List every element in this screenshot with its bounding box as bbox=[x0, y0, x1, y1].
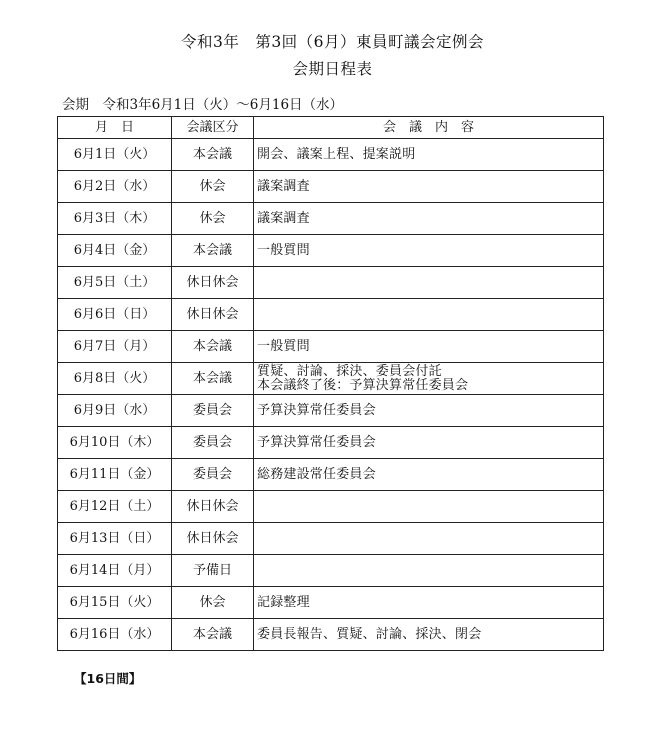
kind-cell: 休会 bbox=[172, 587, 254, 619]
date-cell: 6月12日（土） bbox=[58, 491, 172, 523]
kind-cell: 委員会 bbox=[172, 427, 254, 459]
kind-cell: 休日休会 bbox=[172, 267, 254, 299]
date-cell: 6月5日（土） bbox=[58, 267, 172, 299]
date-cell: 6月9日（水） bbox=[58, 395, 172, 427]
kind-cell: 休日休会 bbox=[172, 299, 254, 331]
kind-cell: 本会議 bbox=[172, 363, 254, 395]
kind-cell: 本会議 bbox=[172, 139, 254, 171]
date-cell: 6月10日（木） bbox=[58, 427, 172, 459]
content-cell bbox=[254, 299, 604, 331]
content-cell: 一般質問 bbox=[254, 331, 604, 363]
kind-cell: 本会議 bbox=[172, 619, 254, 651]
header-row bbox=[58, 117, 604, 139]
total-days: 【16日間】 bbox=[74, 671, 142, 686]
kind-cell: 本会議 bbox=[172, 331, 254, 363]
table-row bbox=[58, 363, 604, 395]
table-row bbox=[58, 587, 604, 619]
kind-cell: 委員会 bbox=[172, 395, 254, 427]
kind-cell: 委員会 bbox=[172, 459, 254, 491]
document-subtitle: 会期日程表 bbox=[292, 60, 373, 78]
content-cell: 予算決算常任委員会 bbox=[254, 395, 604, 427]
date-cell: 6月15日（火） bbox=[58, 587, 172, 619]
session-period: 会期 令和3年6月1日（火）～6月16日（水） bbox=[62, 97, 344, 113]
table-row bbox=[58, 139, 604, 171]
header-content: 会 議 内 容 bbox=[254, 117, 604, 139]
content-cell: 委員長報告、質疑、討論、採決、閉会 bbox=[254, 619, 604, 651]
content-cell bbox=[254, 555, 604, 587]
table-row bbox=[58, 523, 604, 555]
table-row bbox=[58, 235, 604, 267]
date-cell: 6月16日（水） bbox=[58, 619, 172, 651]
content-cell: 議案調査 bbox=[254, 203, 604, 235]
table-row bbox=[58, 619, 604, 651]
date-cell: 6月14日（月） bbox=[58, 555, 172, 587]
date-cell: 6月11日（金） bbox=[58, 459, 172, 491]
table-row bbox=[58, 267, 604, 299]
date-cell: 6月2日（水） bbox=[58, 171, 172, 203]
table-row bbox=[58, 299, 604, 331]
document-title: 令和3年 第3回（6月）東員町議会定例会 bbox=[180, 33, 485, 51]
date-cell: 6月13日（日） bbox=[58, 523, 172, 555]
table-row bbox=[58, 459, 604, 491]
content-cell bbox=[254, 491, 604, 523]
date-cell: 6月1日（火） bbox=[58, 139, 172, 171]
content-cell: 一般質問 bbox=[254, 235, 604, 267]
content-cell: 総務建設常任委員会 bbox=[254, 459, 604, 491]
table-row bbox=[58, 491, 604, 523]
kind-cell: 予備日 bbox=[172, 555, 254, 587]
content-cell: 記録整理 bbox=[254, 587, 604, 619]
table-row bbox=[58, 427, 604, 459]
schedule-table bbox=[57, 116, 604, 651]
content-cell bbox=[254, 267, 604, 299]
kind-cell: 休会 bbox=[172, 203, 254, 235]
date-cell: 6月3日（木） bbox=[58, 203, 172, 235]
content-cell: 質疑、討論、採決、委員会付託 本会議終了後：予算決算常任委員会 bbox=[254, 363, 604, 395]
table-row bbox=[58, 171, 604, 203]
header-kind: 会議区分 bbox=[172, 117, 254, 139]
table-row bbox=[58, 331, 604, 363]
kind-cell: 休会 bbox=[172, 171, 254, 203]
date-cell: 6月7日（月） bbox=[58, 331, 172, 363]
content-cell: 議案調査 bbox=[254, 171, 604, 203]
date-cell: 6月4日（金） bbox=[58, 235, 172, 267]
table-row bbox=[58, 395, 604, 427]
content-cell: 開会、議案上程、提案説明 bbox=[254, 139, 604, 171]
date-cell: 6月6日（日） bbox=[58, 299, 172, 331]
content-cell bbox=[254, 523, 604, 555]
header-date: 月 日 bbox=[58, 117, 172, 139]
date-cell: 6月8日（火） bbox=[58, 363, 172, 395]
kind-cell: 本会議 bbox=[172, 235, 254, 267]
content-cell: 予算決算常任委員会 bbox=[254, 427, 604, 459]
table-row bbox=[58, 555, 604, 587]
kind-cell: 休日休会 bbox=[172, 523, 254, 555]
table-row bbox=[58, 203, 604, 235]
kind-cell: 休日休会 bbox=[172, 491, 254, 523]
